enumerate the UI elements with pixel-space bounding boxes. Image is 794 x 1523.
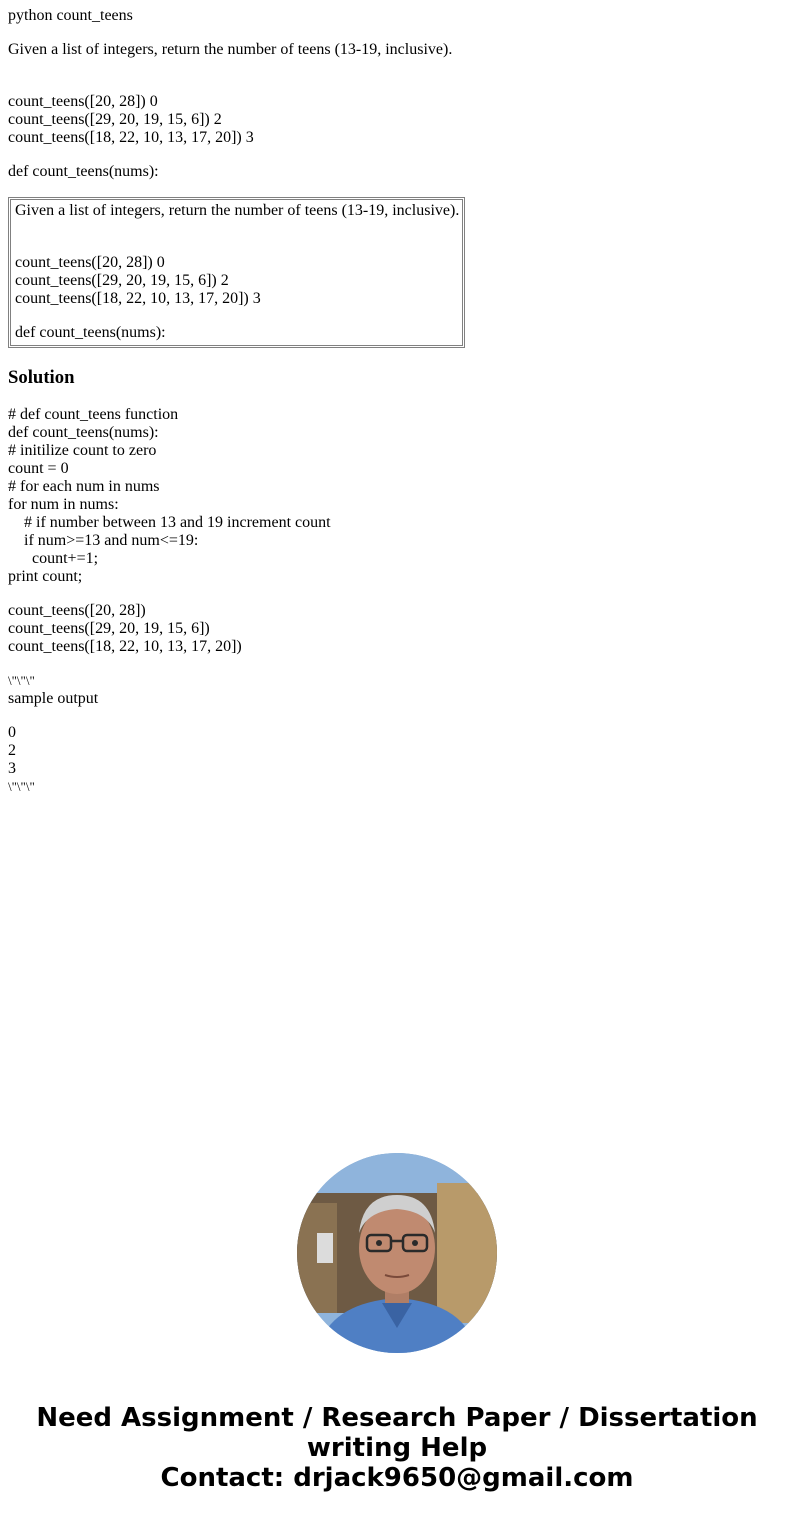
call-line: count_teens([29, 20, 19, 15, 6]) bbox=[8, 620, 210, 637]
problem-box bbox=[8, 197, 465, 348]
code-line: def count_teens(nums): bbox=[8, 424, 159, 441]
code-line: if num>=13 and num<=19: bbox=[24, 532, 199, 549]
code-line: print count; bbox=[8, 568, 83, 585]
code-line: count+=1; bbox=[32, 550, 99, 567]
page-title: python count_teens bbox=[8, 7, 133, 24]
code-line: # def count_teens function bbox=[8, 406, 179, 423]
author-portrait-image bbox=[297, 1153, 497, 1353]
box-signature: def count_teens(nums): bbox=[15, 324, 166, 341]
promo-line-2: writing Help bbox=[306, 1433, 488, 1463]
box-description: Given a list of integers, return the number of teens (13-19, inclusive). bbox=[15, 202, 460, 219]
example-line: count_teens([20, 28]) 0 bbox=[8, 93, 158, 110]
output-value: 3 bbox=[8, 760, 16, 777]
output-values bbox=[8, 724, 778, 778]
box-example-line: count_teens([18, 22, 10, 13, 17, 20]) 3 bbox=[15, 290, 261, 307]
output-value: 0 bbox=[8, 724, 16, 741]
problem-box-cell bbox=[10, 199, 463, 346]
code-line: # initilize count to zero bbox=[8, 442, 157, 459]
call-line: count_teens([20, 28]) bbox=[8, 602, 146, 619]
code-line: # if number between 13 and 19 increment count bbox=[24, 514, 331, 531]
example-line: count_teens([29, 20, 19, 15, 6]) 2 bbox=[8, 111, 222, 128]
box-example-line: count_teens([20, 28]) 0 bbox=[15, 254, 165, 271]
contact-email: Contact: drjack9650@gmail.com bbox=[160, 1463, 634, 1493]
output-value: 2 bbox=[8, 742, 16, 759]
author-avatar bbox=[297, 1153, 497, 1353]
docstring-close: \"\"\" bbox=[8, 779, 35, 794]
sample-output-block bbox=[8, 672, 778, 796]
call-line: count_teens([18, 22, 10, 13, 17, 20]) bbox=[8, 638, 242, 655]
docstring-open: \"\"\" bbox=[8, 673, 35, 688]
promo-footer bbox=[0, 1403, 794, 1493]
box-example-line: count_teens([29, 20, 19, 15, 6]) 2 bbox=[15, 272, 229, 289]
example-line: count_teens([18, 22, 10, 13, 17, 20]) 3 bbox=[8, 129, 254, 146]
solution-code bbox=[8, 406, 778, 586]
function-calls bbox=[8, 602, 778, 656]
solution-heading: Solution bbox=[8, 367, 75, 388]
problem-description: Given a list of integers, return the number of teens (13-19, inclusive). bbox=[8, 41, 453, 58]
promo-line-1: Need Assignment / Research Paper / Dissertation bbox=[36, 1403, 758, 1433]
examples-list bbox=[8, 93, 778, 147]
document-content bbox=[8, 7, 778, 796]
box-examples bbox=[15, 254, 459, 308]
sample-output-label: sample output bbox=[8, 690, 99, 707]
code-line: # for each num in nums bbox=[8, 478, 160, 495]
code-line: for num in nums: bbox=[8, 496, 119, 513]
code-line: count = 0 bbox=[8, 460, 69, 477]
function-signature: def count_teens(nums): bbox=[8, 163, 159, 180]
